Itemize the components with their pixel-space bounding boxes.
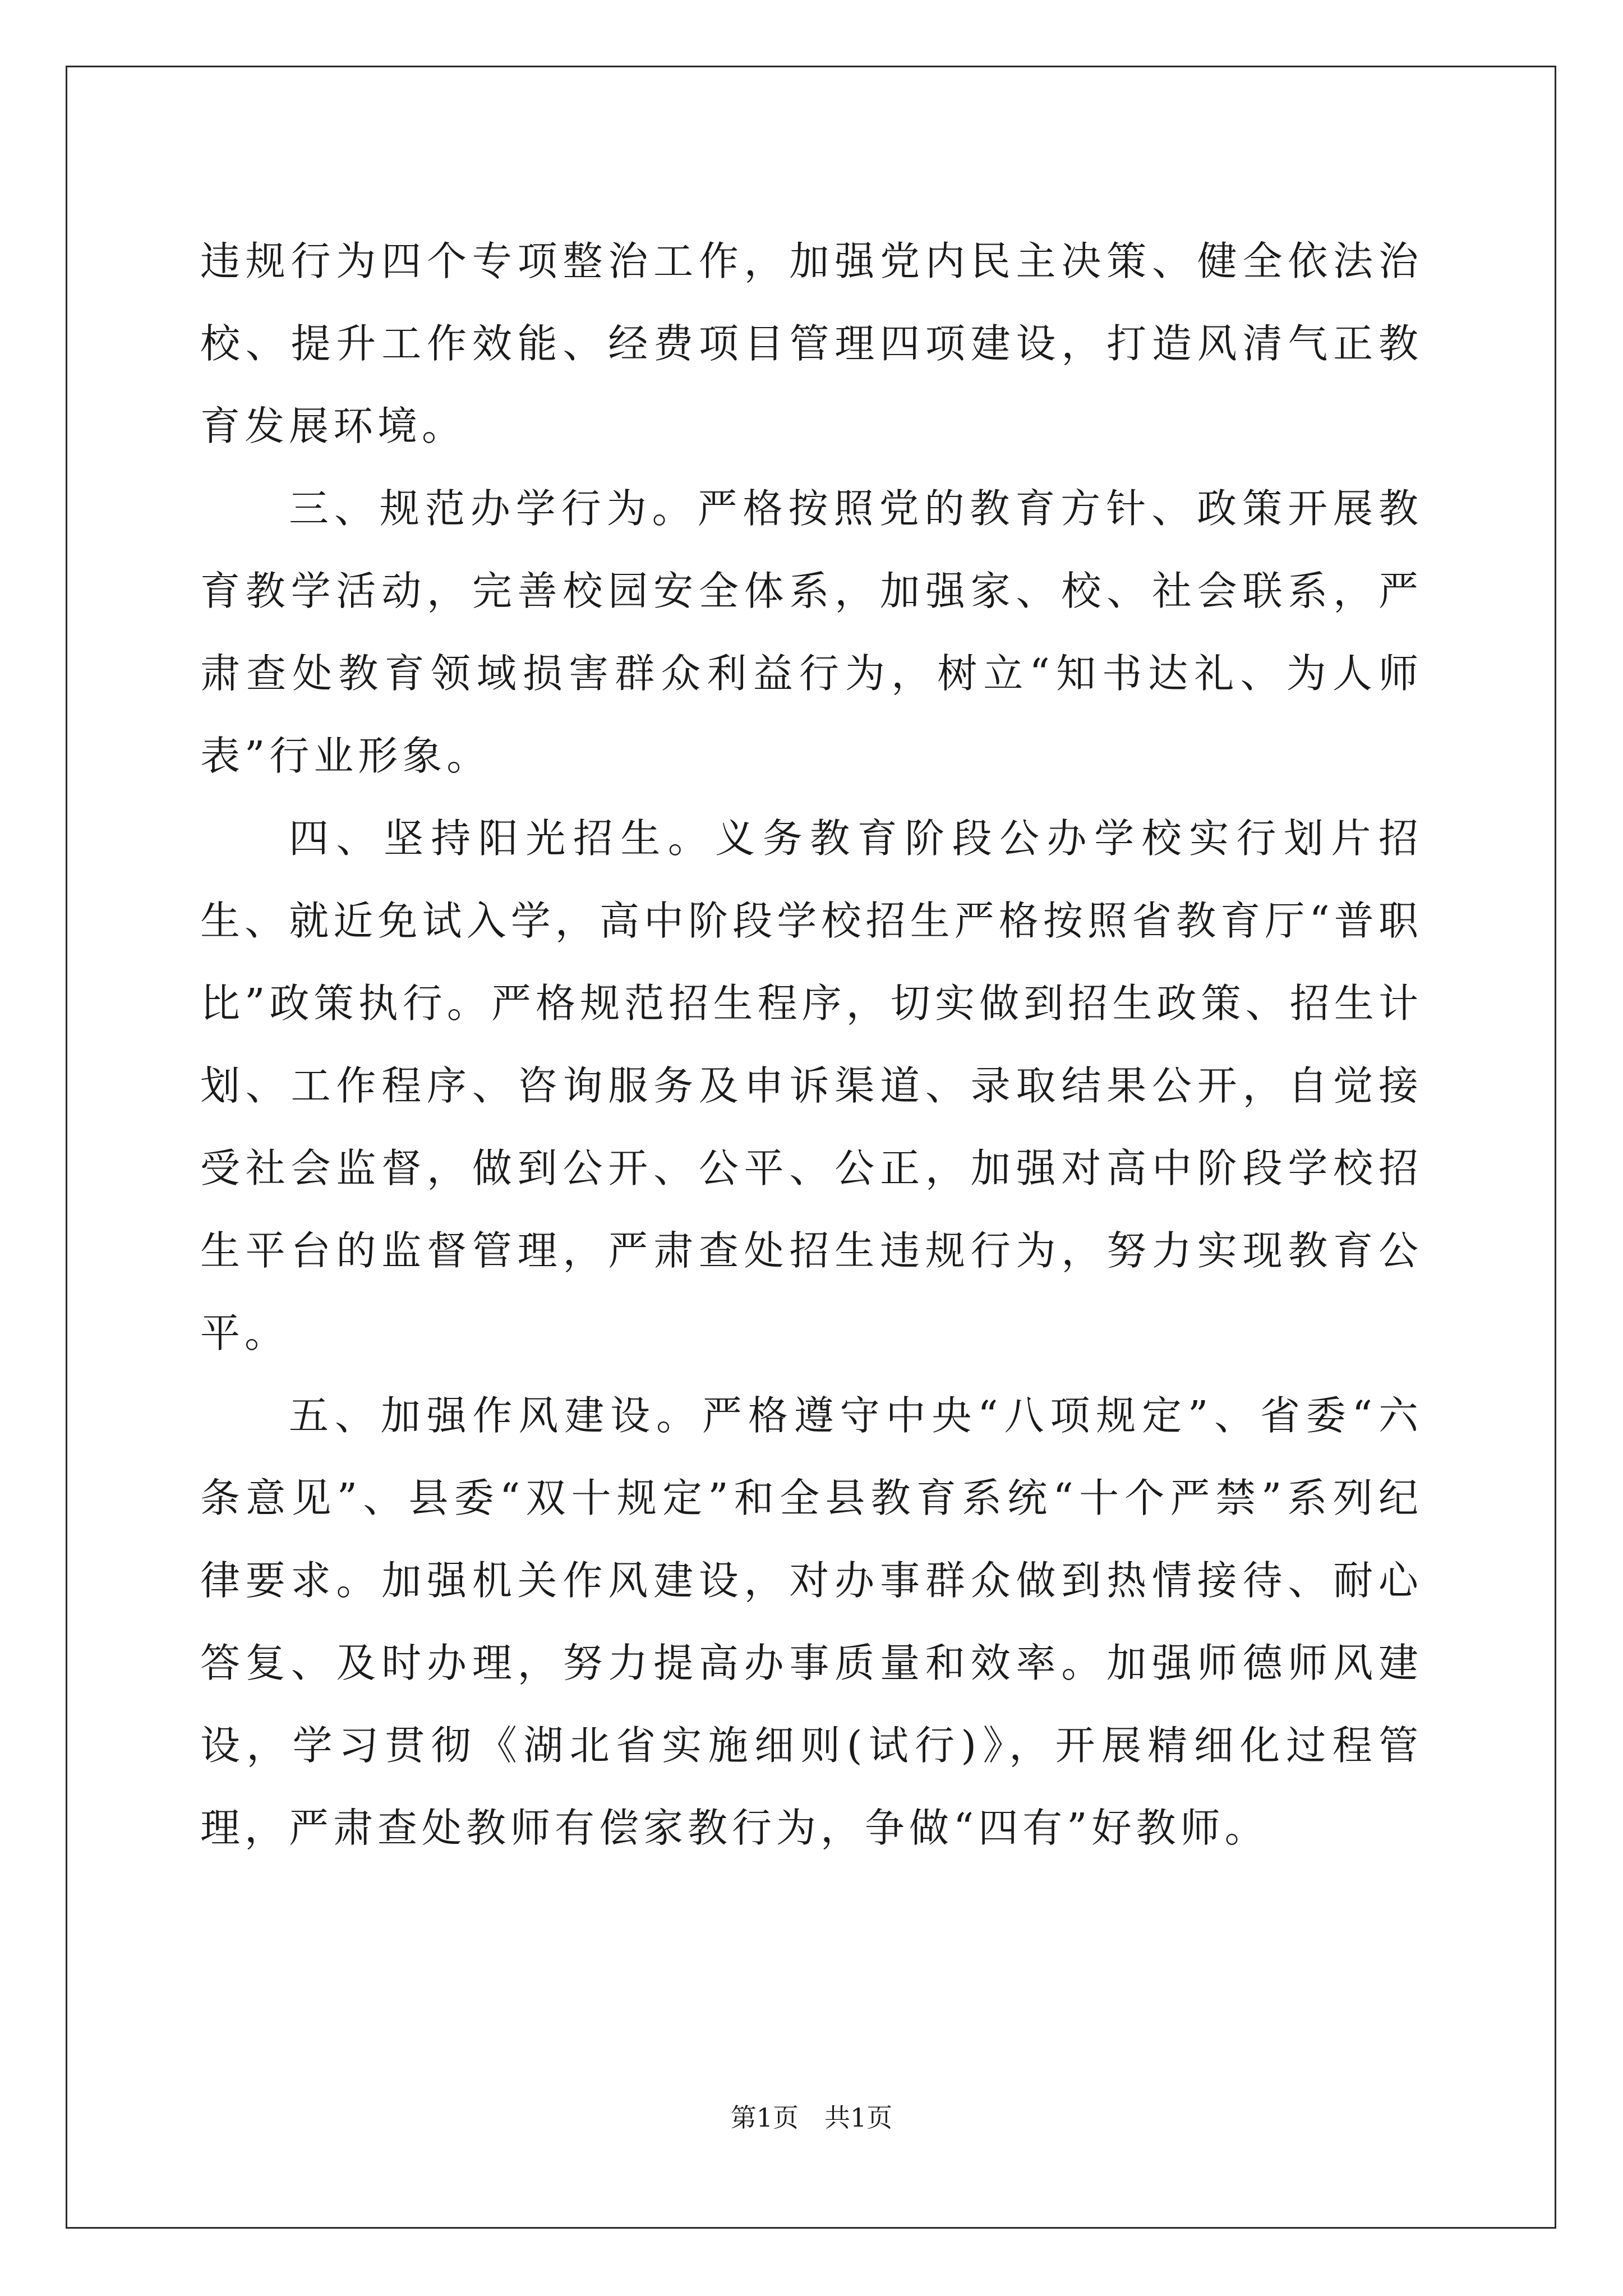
- paragraph-section-five: 五、加强作风建设。严格遵守中央“八项规定”、省委“六条意见”、县委“双十规定”和全县教育系统“十个严禁”系列纪律要求。加强机关作风建设，对办事群众做到热情接待、耐心答复、及时办理，努力提高办事质量和效率。加强师德师风建设，学习贯彻《湖北省实施细则(试行)》，开展精细化过程管理，严肃查处教师有偿家教行为，争做“四有”好教师。: [200, 1392, 1423, 1851]
- document-body: [200, 220, 1423, 1869]
- paragraph-section-three: 三、规范办学行为。严格按照党的教育方针、政策开展教育教学活动，完善校园安全体系，加强家、校、社会联系，严肃查处教育领域损害群众利益行为，树立“知书达礼、为人师表”行业形象。: [200, 485, 1423, 779]
- paragraph-continuation: 违规行为四个专项整治工作，加强党内民主决策、健全依法治校、提升工作效能、经费项目管理四项建设，打造风清气正教育发展环境。: [200, 238, 1423, 449]
- page-number-footer: 第1页 共1页: [730, 2102, 893, 2133]
- paragraph-section-four: 四、坚持阳光招生。义务教育阶段公办学校实行划片招生、就近免试入学，高中阶段学校招生严格按照省教育厅“普职比”政策执行。严格规范招生程序，切实做到招生政策、招生计划、工作程序、咨询服务及申诉渠道、录取结果公开，自觉接受社会监督，做到公开、公平、公正，加强对高中阶段学校招生平台的监督管理，严肃查处招生违规行为，努力实现教育公平。: [200, 815, 1423, 1356]
